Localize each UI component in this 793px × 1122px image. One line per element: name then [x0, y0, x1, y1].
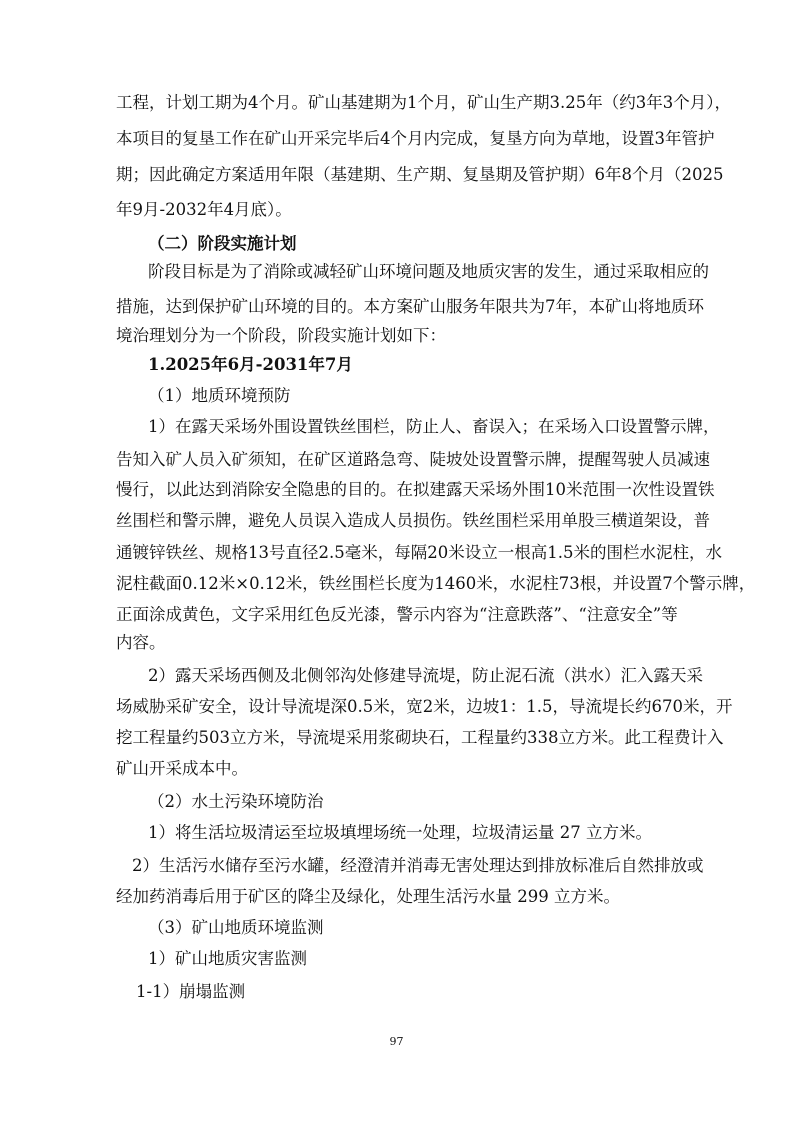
paragraph-line: 告知入矿人员入矿须知，在矿区道路急弯、陡坡处设置警示牌，提醒驾驶人员减速 [116, 450, 710, 469]
paragraph-line: 期；因此确定方案适用年限（基建期、生产期、复垦期及管护期）6年8个月（2025 [116, 165, 724, 184]
paragraph-line: 挖工程量约503立方米，导流堤采用浆砌块石，工程量约338立方米。此工程费计入 [116, 728, 724, 747]
paragraph-line: 措施，达到保护矿山环境的目的。本方案矿山服务年限共为7年，本矿山将地质环 [116, 297, 704, 316]
paragraph-line: 正面涂成黄色，文字采用红色反光漆，警示内容为“注意跌落”、“注意安全”等 [116, 605, 678, 624]
paragraph-line: 1）矿山地质灾害监测 [148, 949, 307, 968]
paragraph-line: 工程，计划工期为4个月。矿山基建期为1个月，矿山生产期3.25年（约3年3个月）， [116, 93, 731, 112]
paragraph-line: 本项目的复垦工作在矿山开采完毕后4个月内完成，复垦方向为草地，设置3年管护 [116, 129, 715, 148]
paragraph-line: 矿山开采成本中。 [116, 759, 248, 778]
subsection-heading: （2）水土污染环境防治 [148, 792, 324, 811]
paragraph-line: 2）生活污水储存至污水罐，经澄清并消毒无害处理达到排放标准后自然排放或 [132, 856, 704, 875]
subsection-heading: （3）矿山地质环境监测 [148, 918, 324, 937]
paragraph-line: 1）将生活垃圾清运至垃圾填埋场统一处理，垃圾清运量 27 立方米。 [148, 823, 652, 842]
paragraph-line: 通镀锌铁丝、规格13号直径2.5毫米，每隔20米设立一根高1.5米的围栏水泥柱，水 [116, 543, 722, 562]
paragraph-line: 1）在露天采场外围设置铁丝围栏，防止人、畜误入；在采场入口设置警示牌， [148, 417, 720, 436]
paragraph-line: 2）露天采场西侧及北侧邻沟处修建导流堤，防止泥石流（洪水）汇入露天采 [148, 666, 703, 685]
section-heading: （二）阶段实施计划 [148, 234, 297, 253]
paragraph-line: 境治理划分为一个阶段，阶段实施计划如下： [116, 326, 446, 345]
paragraph-line: 丝围栏和警示牌，避免人员误入造成人员损伤。铁丝围栏采用单股三横道架设，普 [116, 511, 710, 530]
paragraph-line: 年9月-2032年4月底）。 [116, 200, 292, 219]
stage-heading: 1.2025年6月-2031年7月 [148, 355, 353, 374]
paragraph-line: 场威胁采矿安全，设计导流堤深0.5米，宽2米，边坡1：1.5，导流堤长约670米，开 [116, 697, 733, 716]
paragraph-line: 经加药消毒后用于矿区的降尘及绿化，处理生活污水量 299 立方米。 [116, 887, 620, 906]
paragraph-line: 内容。 [116, 633, 166, 652]
paragraph-line: 慢行，以此达到消除安全隐患的目的。在拟建露天采场外围10米范围一次性设置铁 [116, 480, 715, 499]
paragraph-line: 泥柱截面0.12米×0.12米，铁丝围栏长度为1460米，水泥柱73根，并设置7个警示牌， [116, 574, 756, 593]
page-number: 97 [389, 1035, 404, 1048]
paragraph-line: 1-1）崩塌监测 [136, 982, 246, 1001]
paragraph-line: 阶段目标是为了消除或减轻矿山环境问题及地质灾害的发生，通过采取相应的 [148, 262, 709, 281]
subsection-heading: （1）地质环境预防 [148, 386, 291, 405]
